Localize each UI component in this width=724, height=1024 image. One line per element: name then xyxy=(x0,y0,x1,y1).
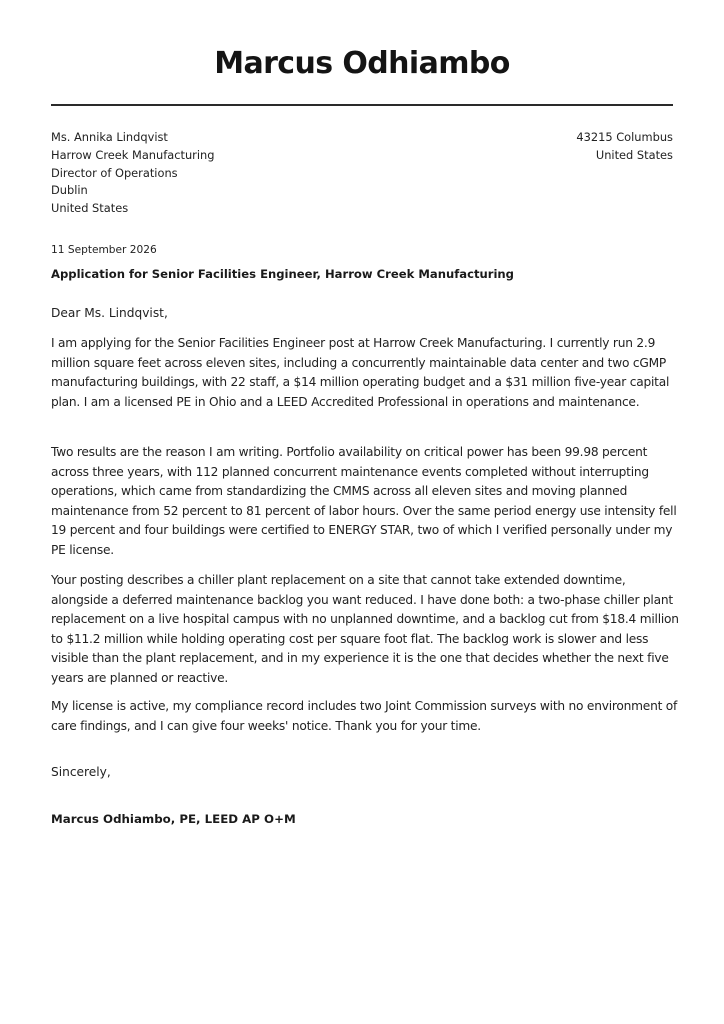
letter-subject: Application for Senior Facilities Engineer, Harrow Creek Manufacturing xyxy=(51,267,514,281)
applicant-name-heading: Marcus Odhiambo xyxy=(214,46,510,81)
sender-country: United States xyxy=(595,147,673,162)
recipient-title: Director of Operations xyxy=(51,165,178,180)
recipient-name: Ms. Annika Lindqvist xyxy=(51,130,168,144)
body-paragraph: I am applying for the Senior Facilities Engineer post at Harrow Creek Manufacturing. I currently run 2.9 million square feet across eleven sites, including a concurrently maintainable data center and two cGMP manufacturing buildings, with 22 staff, a $14 million operating budget and a $31 million five-year capital plan. I am a licensed PE in Ohio and a LEED Accredited Professional in operations and maintenance. xyxy=(51,336,670,409)
header-divider xyxy=(51,104,673,106)
sender-address-block xyxy=(576,129,673,165)
recipient-address-block xyxy=(51,129,214,218)
recipient-country: United States xyxy=(51,201,129,216)
letter-greeting: Dear Ms. Lindqvist, xyxy=(51,306,168,320)
letter-date: 11 September 2026 xyxy=(51,244,157,256)
body-paragraph: My license is active, my compliance record includes two Joint Commission surveys with no environment of care findings, and I can give four weeks' notice. Thank you for your time. xyxy=(51,699,678,733)
sender-postal-city: 43215 Columbus xyxy=(576,130,673,144)
letter-closing: Sincerely, xyxy=(51,765,111,779)
recipient-city: Dublin xyxy=(51,183,88,198)
letter-signature: Marcus Odhiambo, PE, LEED AP O+M xyxy=(51,812,296,826)
body-paragraph: Two results are the reason I am writing. Portfolio availability on critical power has been 99.98 percent across three years, with 112 planned concurrent maintenance events completed without interrupting operations, which came from standardizing the CMMS across all eleven sites and moving planned maintenance from 52 percent to 81 percent of labor hours. Over the same period energy use intensity fell 19 percent and four buildings were certified to ENERGY STAR, two of which I verified personally under my PE license. xyxy=(51,445,677,557)
recipient-company: Harrow Creek Manufacturing xyxy=(51,147,215,162)
body-paragraph: Your posting describes a chiller plant replacement on a site that cannot take extended downtime, alongside a deferred maintenance backlog you want reduced. I have done both: a two-phase chiller plant replacement on a live hospital campus with no unplanned downtime, and a backlog cut from $18.4 million to $11.2 million while holding operating cost per square foot flat. The backlog work is slower and less visible than the plant replacement, and in my experience it is the one that decides whether the next five years are planned or reactive. xyxy=(51,573,679,685)
